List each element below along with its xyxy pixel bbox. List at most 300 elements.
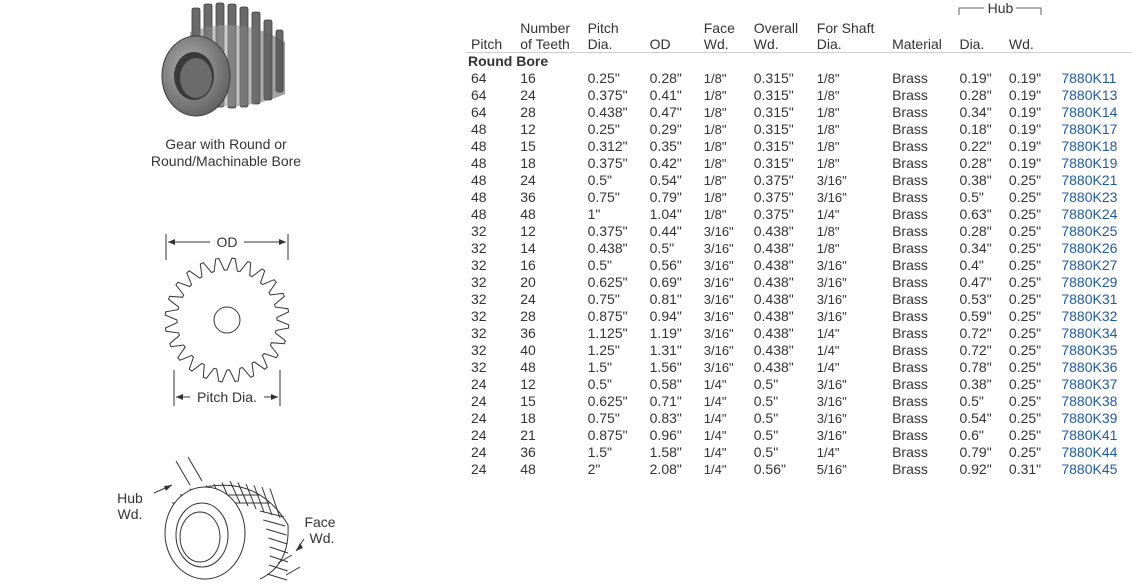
cell-od: 0.42": [649, 155, 682, 171]
cell-teeth: 15: [520, 393, 536, 409]
cell-overall-wd: 0.375": [753, 206, 794, 222]
cell-teeth: 12: [520, 223, 536, 239]
gear-spec-table: [466, 0, 1132, 478]
cell-pitch-dia: 0.625": [587, 393, 628, 409]
cell-face-wd: 1/8": [703, 139, 727, 154]
cell-material: Brass: [892, 291, 928, 307]
group-label-round-bore: Round Bore: [468, 53, 549, 69]
cell-hub-dia: 0.5": [959, 189, 984, 205]
cell-pitch-dia: 0.438": [587, 240, 628, 256]
cell-shaft-dia: 3/16": [816, 428, 847, 443]
cell-teeth: 36: [520, 325, 536, 341]
cell-hub-dia: 0.28": [959, 87, 992, 103]
cell-material: Brass: [892, 223, 928, 239]
cell-shaft-dia: 1/8": [816, 88, 840, 103]
cell-face-wd: 1/8": [703, 88, 727, 103]
cell-part-number[interactable]: 7880K39: [1061, 410, 1118, 426]
column-header-line-2: Dia.: [816, 36, 842, 52]
cell-shaft-dia: 1/8": [816, 105, 840, 120]
cell-overall-wd: 0.5": [753, 427, 779, 443]
group-row: [466, 53, 1132, 71]
cell-pitch: 48: [471, 206, 487, 222]
cell-overall-wd: 0.438": [753, 342, 794, 358]
cell-pitch-dia: 0.375": [587, 223, 628, 239]
hub-group-header: [958, 0, 1042, 16]
cell-face-wd: 3/16": [703, 326, 734, 341]
cell-part-number[interactable]: 7880K14: [1061, 104, 1118, 120]
cell-hub-wd: 0.25": [1008, 223, 1042, 239]
cell-od: 0.69": [649, 274, 682, 290]
cell-face-wd: 3/16": [703, 309, 734, 324]
cell-part-number[interactable]: 7880K24: [1061, 206, 1118, 222]
column-header-line-2: Wd.: [1008, 36, 1034, 52]
cell-shaft-dia: 1/4": [816, 343, 840, 358]
cell-pitch-dia: 0.75": [587, 291, 620, 307]
cell-hub-wd: 0.25": [1008, 291, 1042, 307]
cell-material: Brass: [892, 359, 928, 375]
cell-pitch: 48: [471, 172, 487, 188]
cell-part-number[interactable]: 7880K34: [1061, 325, 1118, 341]
cell-hub-wd: 0.25": [1008, 325, 1042, 341]
table-row[interactable]: [466, 274, 1132, 291]
cell-part-number[interactable]: 7880K25: [1061, 223, 1118, 239]
cell-od: 1.19": [649, 325, 682, 341]
cell-od: 1.58": [649, 444, 682, 460]
cell-face-wd: 1/4": [703, 462, 727, 477]
cell-pitch-dia: 0.375": [587, 155, 628, 171]
cell-pitch: 24: [471, 410, 487, 426]
caption-line-2: Round/Machinable Bore: [150, 153, 302, 169]
cell-od: 0.58": [649, 376, 682, 392]
cell-od: 1.04": [649, 206, 682, 222]
cell-hub-dia: 0.47": [959, 274, 992, 290]
cell-overall-wd: 0.315": [753, 138, 794, 154]
cell-pitch: 48: [471, 155, 487, 171]
cell-part-number[interactable]: 7880K36: [1061, 359, 1118, 375]
column-header-line-1: [1058, 20, 1132, 36]
table-row[interactable]: [466, 189, 1132, 206]
column-header-6: [812, 0, 887, 53]
cell-teeth: 36: [520, 189, 536, 205]
cell-pitch: 32: [471, 240, 487, 256]
cell-teeth: 36: [520, 444, 536, 460]
cell-material: Brass: [892, 189, 928, 205]
cell-face-wd: 1/8": [703, 122, 727, 137]
cell-face-wd: 1/4": [703, 428, 727, 443]
cell-face-wd: 3/16": [703, 224, 734, 239]
cell-overall-wd: 0.438": [753, 274, 794, 290]
cell-overall-wd: 0.375": [753, 172, 794, 188]
cell-face-wd: 1/4": [703, 377, 727, 392]
cell-overall-wd: 0.5": [753, 376, 779, 392]
cell-pitch-dia: 0.875": [587, 308, 628, 324]
cell-hub-wd: 0.19": [1008, 104, 1042, 120]
cell-face-wd: 3/16": [703, 292, 734, 307]
cell-hub-dia: 0.54": [959, 410, 992, 426]
cell-teeth: 14: [520, 240, 536, 256]
cell-pitch: 32: [471, 223, 487, 239]
column-header-line-1: [959, 20, 1003, 36]
cell-part-number[interactable]: 7880K44: [1061, 444, 1118, 460]
cell-pitch: 24: [471, 461, 487, 477]
cell-face-wd: 3/16": [703, 360, 734, 375]
cell-pitch: 24: [471, 444, 487, 460]
column-header-line-1: [471, 20, 515, 36]
cell-material: Brass: [892, 87, 928, 103]
cell-part-number[interactable]: 7880K19: [1061, 155, 1118, 171]
cell-hub-wd: 0.25": [1008, 189, 1042, 205]
cell-pitch-dia: 0.875": [587, 427, 628, 443]
cell-hub-dia: 0.28": [959, 155, 992, 171]
cell-od: 0.79": [649, 189, 682, 205]
cell-pitch-dia: 0.375": [587, 87, 628, 103]
product-images-panel: [0, 0, 460, 586]
cell-face-wd: 3/16": [703, 275, 734, 290]
cell-od: 0.56": [649, 257, 682, 273]
cell-pitch-dia: 0.5": [587, 376, 613, 392]
cell-overall-wd: 0.438": [753, 240, 794, 256]
table-row[interactable]: [466, 206, 1132, 223]
column-header-0: [466, 0, 515, 53]
cell-hub-dia: 0.18": [959, 121, 992, 137]
cell-pitch: 48: [471, 138, 487, 154]
cell-hub-dia: 0.19": [959, 70, 992, 86]
table-row[interactable]: [466, 87, 1132, 104]
cell-overall-wd: 0.315": [753, 70, 794, 86]
cell-teeth: 20: [520, 274, 536, 290]
cell-part-number[interactable]: 7880K26: [1061, 240, 1118, 256]
cell-overall-wd: 0.56": [753, 461, 786, 477]
cell-shaft-dia: 1/8": [816, 156, 840, 171]
cell-hub-dia: 0.34": [959, 240, 992, 256]
table-row[interactable]: [466, 359, 1132, 376]
gear-caption: [126, 136, 326, 170]
cell-pitch: 32: [471, 308, 487, 324]
cell-hub-wd: 0.19": [1008, 70, 1042, 86]
cell-shaft-dia: 3/16": [816, 292, 847, 307]
gear-photo[interactable]: [150, 2, 300, 132]
table-row[interactable]: [466, 121, 1132, 138]
pitch-dia-label: Pitch Dia.: [197, 389, 257, 405]
column-header-1: [515, 0, 582, 53]
cell-teeth: 12: [520, 376, 536, 392]
cell-pitch: 32: [471, 257, 487, 273]
cell-material: Brass: [892, 393, 928, 409]
cell-hub-wd: 0.25": [1008, 427, 1042, 443]
cell-hub-dia: 0.63": [959, 206, 992, 222]
cell-material: Brass: [892, 342, 928, 358]
cell-part-number[interactable]: 7880K29: [1061, 274, 1118, 290]
table-row[interactable]: [466, 342, 1132, 359]
table-row[interactable]: [466, 70, 1132, 87]
cell-hub-dia: 0.28": [959, 223, 992, 239]
cell-pitch-dia: 0.312": [587, 138, 628, 154]
cell-pitch: 24: [471, 376, 487, 392]
cell-pitch-dia: 0.438": [587, 104, 628, 120]
cell-hub-wd: 0.19": [1008, 121, 1042, 137]
column-header-line-1: [650, 20, 699, 36]
cell-hub-wd: 0.25": [1008, 359, 1042, 375]
table-row[interactable]: [466, 257, 1132, 274]
cell-shaft-dia: 5/16": [816, 462, 847, 477]
cell-hub-wd: 0.25": [1008, 342, 1042, 358]
cell-face-wd: 1/8": [703, 71, 727, 86]
cell-overall-wd: 0.315": [753, 87, 794, 103]
cell-od: 0.83": [649, 410, 682, 426]
cell-hub-wd: 0.25": [1008, 410, 1042, 426]
cell-overall-wd: 0.438": [753, 359, 794, 375]
cell-overall-wd: 0.315": [753, 104, 794, 120]
cell-teeth: 18: [520, 155, 536, 171]
cell-material: Brass: [892, 240, 928, 256]
cell-teeth: 28: [520, 104, 536, 120]
cell-material: Brass: [892, 427, 928, 443]
cell-overall-wd: 0.315": [753, 121, 794, 137]
face-wd-label-2: Wd.: [309, 530, 335, 546]
cell-part-number[interactable]: 7880K27: [1061, 257, 1118, 273]
cell-pitch-dia: 0.5": [587, 172, 613, 188]
cell-od: 2.08": [649, 461, 682, 477]
column-header-line-1: Overall: [753, 20, 799, 36]
cell-part-number[interactable]: 7880K35: [1061, 342, 1118, 358]
table-header-row: [466, 0, 1132, 53]
column-header-8: [954, 0, 1014, 53]
cell-pitch-dia: 0.5": [587, 257, 613, 273]
cell-teeth: 18: [520, 410, 536, 426]
cell-od: 0.5": [649, 240, 675, 256]
cell-material: Brass: [892, 325, 928, 341]
cell-overall-wd: 0.438": [753, 325, 794, 341]
cell-shaft-dia: 3/16": [816, 309, 847, 324]
cell-pitch-dia: 1.5": [587, 444, 613, 460]
table-row[interactable]: [466, 427, 1132, 444]
cell-face-wd: 1/4": [703, 445, 727, 460]
column-header-line-2: [1058, 36, 1132, 52]
cell-teeth: 48: [520, 359, 536, 375]
cell-hub-dia: 0.59": [959, 308, 992, 324]
cell-material: Brass: [892, 257, 928, 273]
table-row[interactable]: [466, 240, 1132, 257]
column-header-10: [1053, 0, 1132, 53]
cell-overall-wd: 0.438": [753, 223, 794, 239]
cell-teeth: 48: [520, 461, 536, 477]
cell-material: Brass: [892, 461, 928, 477]
cell-hub-dia: 0.6": [959, 427, 984, 443]
cell-pitch-dia: 0.75": [587, 410, 620, 426]
cell-hub-dia: 0.92": [959, 461, 992, 477]
hub-wd-label-2: Wd.: [117, 506, 143, 522]
cell-material: Brass: [892, 410, 928, 426]
cell-hub-dia: 0.72": [959, 325, 992, 341]
cell-part-number[interactable]: 7880K38: [1061, 393, 1118, 409]
cell-hub-wd: 0.25": [1008, 240, 1042, 256]
cell-od: 0.71": [649, 393, 682, 409]
cell-hub-wd: 0.25": [1008, 274, 1042, 290]
cell-od: 0.81": [649, 291, 682, 307]
cell-material: Brass: [892, 172, 928, 188]
cell-pitch: 24: [471, 393, 487, 409]
cell-hub-wd: 0.25": [1008, 257, 1042, 273]
cell-shaft-dia: 3/16": [816, 258, 847, 273]
cell-face-wd: 1/8": [703, 207, 727, 222]
column-header-line-1: Pitch: [587, 20, 619, 36]
cell-part-number[interactable]: 7880K13: [1061, 87, 1118, 103]
column-header-line-2: Dia.: [959, 36, 985, 52]
cell-pitch: 64: [471, 70, 487, 86]
cell-face-wd: 3/16": [703, 241, 734, 256]
cell-shaft-dia: 3/16": [816, 190, 847, 205]
cell-shaft-dia: 3/16": [816, 377, 847, 392]
cell-part-number[interactable]: 7880K31: [1061, 291, 1118, 307]
od-label: OD: [216, 234, 238, 250]
cell-hub-wd: 0.31": [1008, 461, 1042, 477]
cell-shaft-dia: 1/8": [816, 71, 840, 86]
cell-od: 0.47": [649, 104, 682, 120]
cell-part-number[interactable]: 7880K41: [1061, 427, 1118, 443]
cell-material: Brass: [892, 308, 928, 324]
cell-od: 0.96": [649, 427, 682, 443]
cell-hub-dia: 0.38": [959, 172, 992, 188]
table-row[interactable]: [466, 461, 1132, 478]
table-row[interactable]: [466, 444, 1132, 461]
cell-hub-dia: 0.5": [959, 393, 984, 409]
cell-hub-wd: 0.25": [1008, 172, 1042, 188]
cell-pitch-dia: 0.625": [587, 274, 628, 290]
cell-od: 0.41": [649, 87, 682, 103]
table-row[interactable]: [466, 393, 1132, 410]
cell-material: Brass: [892, 274, 928, 290]
cell-od: 0.35": [649, 138, 682, 154]
cell-face-wd: 1/4": [703, 394, 727, 409]
cell-pitch-dia: 1.25": [587, 342, 620, 358]
cell-pitch: 32: [471, 359, 487, 375]
table-row[interactable]: [466, 308, 1132, 325]
cell-pitch-dia: 0.25": [587, 70, 620, 86]
table-row[interactable]: [466, 223, 1132, 240]
column-header-3: [645, 0, 699, 53]
column-header-7: [887, 0, 954, 53]
table-row[interactable]: [466, 104, 1132, 121]
cell-part-number[interactable]: 7880K17: [1061, 121, 1118, 137]
cell-pitch: 32: [471, 291, 487, 307]
cell-shaft-dia: 1/8": [816, 224, 840, 239]
column-header-line-1: [892, 20, 954, 36]
cell-part-number[interactable]: 7880K23: [1061, 189, 1118, 205]
cell-teeth: 24: [520, 87, 536, 103]
column-header-line-2: Dia.: [587, 36, 613, 52]
cell-hub-wd: 0.19": [1008, 138, 1042, 154]
column-header-line-2: Pitch: [471, 36, 503, 52]
cell-face-wd: 3/16": [703, 343, 734, 358]
cell-material: Brass: [892, 70, 928, 86]
cell-od: 0.28": [649, 70, 682, 86]
cell-overall-wd: 0.438": [753, 308, 794, 324]
cell-face-wd: 3/16": [703, 258, 734, 273]
cell-pitch-dia: 1.5": [587, 359, 613, 375]
cell-part-number[interactable]: 7880K32: [1061, 308, 1118, 324]
table-body: [466, 53, 1132, 479]
cell-overall-wd: 0.315": [753, 155, 794, 171]
cell-face-wd: 1/8": [703, 105, 727, 120]
cell-pitch: 48: [471, 121, 487, 137]
cell-overall-wd: 0.438": [753, 257, 794, 273]
cell-shaft-dia: 1/4": [816, 326, 840, 341]
cell-teeth: 15: [520, 138, 536, 154]
column-header-2: [583, 0, 645, 53]
cell-pitch-dia: 0.75": [587, 189, 620, 205]
table-row[interactable]: [466, 291, 1132, 308]
cell-hub-dia: 0.72": [959, 342, 992, 358]
cell-pitch-dia: 0.25": [587, 121, 620, 137]
face-wd-label-1: Face: [304, 514, 336, 530]
table-row[interactable]: [466, 172, 1132, 189]
column-header-line-1: Number: [520, 20, 571, 36]
cell-part-number[interactable]: 7880K18: [1061, 138, 1118, 154]
table-row[interactable]: [466, 155, 1132, 172]
cell-material: Brass: [892, 444, 928, 460]
cell-pitch: 48: [471, 189, 487, 205]
cell-material: Brass: [892, 104, 928, 120]
cell-shaft-dia: 3/16": [816, 275, 847, 290]
cell-hub-wd: 0.25": [1008, 444, 1042, 460]
cell-face-wd: 1/8": [703, 156, 727, 171]
cell-part-number[interactable]: 7880K21: [1061, 172, 1118, 188]
cell-teeth: 21: [520, 427, 536, 443]
cell-hub-dia: 0.4": [959, 257, 984, 273]
cell-od: 1.56": [649, 359, 682, 375]
cell-part-number[interactable]: 7880K45: [1061, 461, 1118, 477]
cell-od: 0.54": [649, 172, 682, 188]
cell-pitch-dia: 1": [587, 206, 601, 222]
cell-hub-wd: 0.19": [1008, 87, 1042, 103]
cell-overall-wd: 0.375": [753, 189, 794, 205]
column-header-line-2: Wd.: [753, 36, 779, 52]
cell-shaft-dia: 3/16": [816, 173, 847, 188]
cell-material: Brass: [892, 138, 928, 154]
column-header-line-1: [1009, 20, 1053, 36]
table-row[interactable]: [466, 376, 1132, 393]
cell-teeth: 16: [520, 257, 536, 273]
cell-shaft-dia: 1/8": [816, 241, 840, 256]
cell-shaft-dia: 3/16": [816, 411, 847, 426]
table-row[interactable]: [466, 410, 1132, 427]
cell-teeth: 24: [520, 291, 536, 307]
cell-hub-wd: 0.25": [1008, 308, 1042, 324]
hub-face-diagram: [110, 455, 350, 586]
cell-face-wd: 1/8": [703, 190, 727, 205]
column-header-line-1: For Shaft: [816, 20, 875, 36]
caption-line-1: Gear with Round or: [165, 136, 287, 152]
cell-pitch-dia: 1.125": [587, 325, 628, 341]
column-header-5: [749, 0, 812, 53]
cell-material: Brass: [892, 376, 928, 392]
column-header-line-2: OD: [649, 36, 671, 52]
table-row[interactable]: [466, 325, 1132, 342]
cell-hub-dia: 0.38": [959, 376, 992, 392]
cell-shaft-dia: 1/4": [816, 360, 840, 375]
cell-teeth: 24: [520, 172, 536, 188]
cell-teeth: 40: [520, 342, 536, 358]
cell-hub-dia: 0.34": [959, 104, 992, 120]
cell-teeth: 48: [520, 206, 536, 222]
cell-od: 0.94": [649, 308, 682, 324]
cell-part-number[interactable]: 7880K37: [1061, 376, 1118, 392]
cell-part-number[interactable]: 7880K11: [1061, 70, 1117, 86]
cell-hub-wd: 0.25": [1008, 376, 1042, 392]
cell-overall-wd: 0.438": [753, 291, 794, 307]
table-row[interactable]: [466, 138, 1132, 155]
cell-pitch: 32: [471, 325, 487, 341]
